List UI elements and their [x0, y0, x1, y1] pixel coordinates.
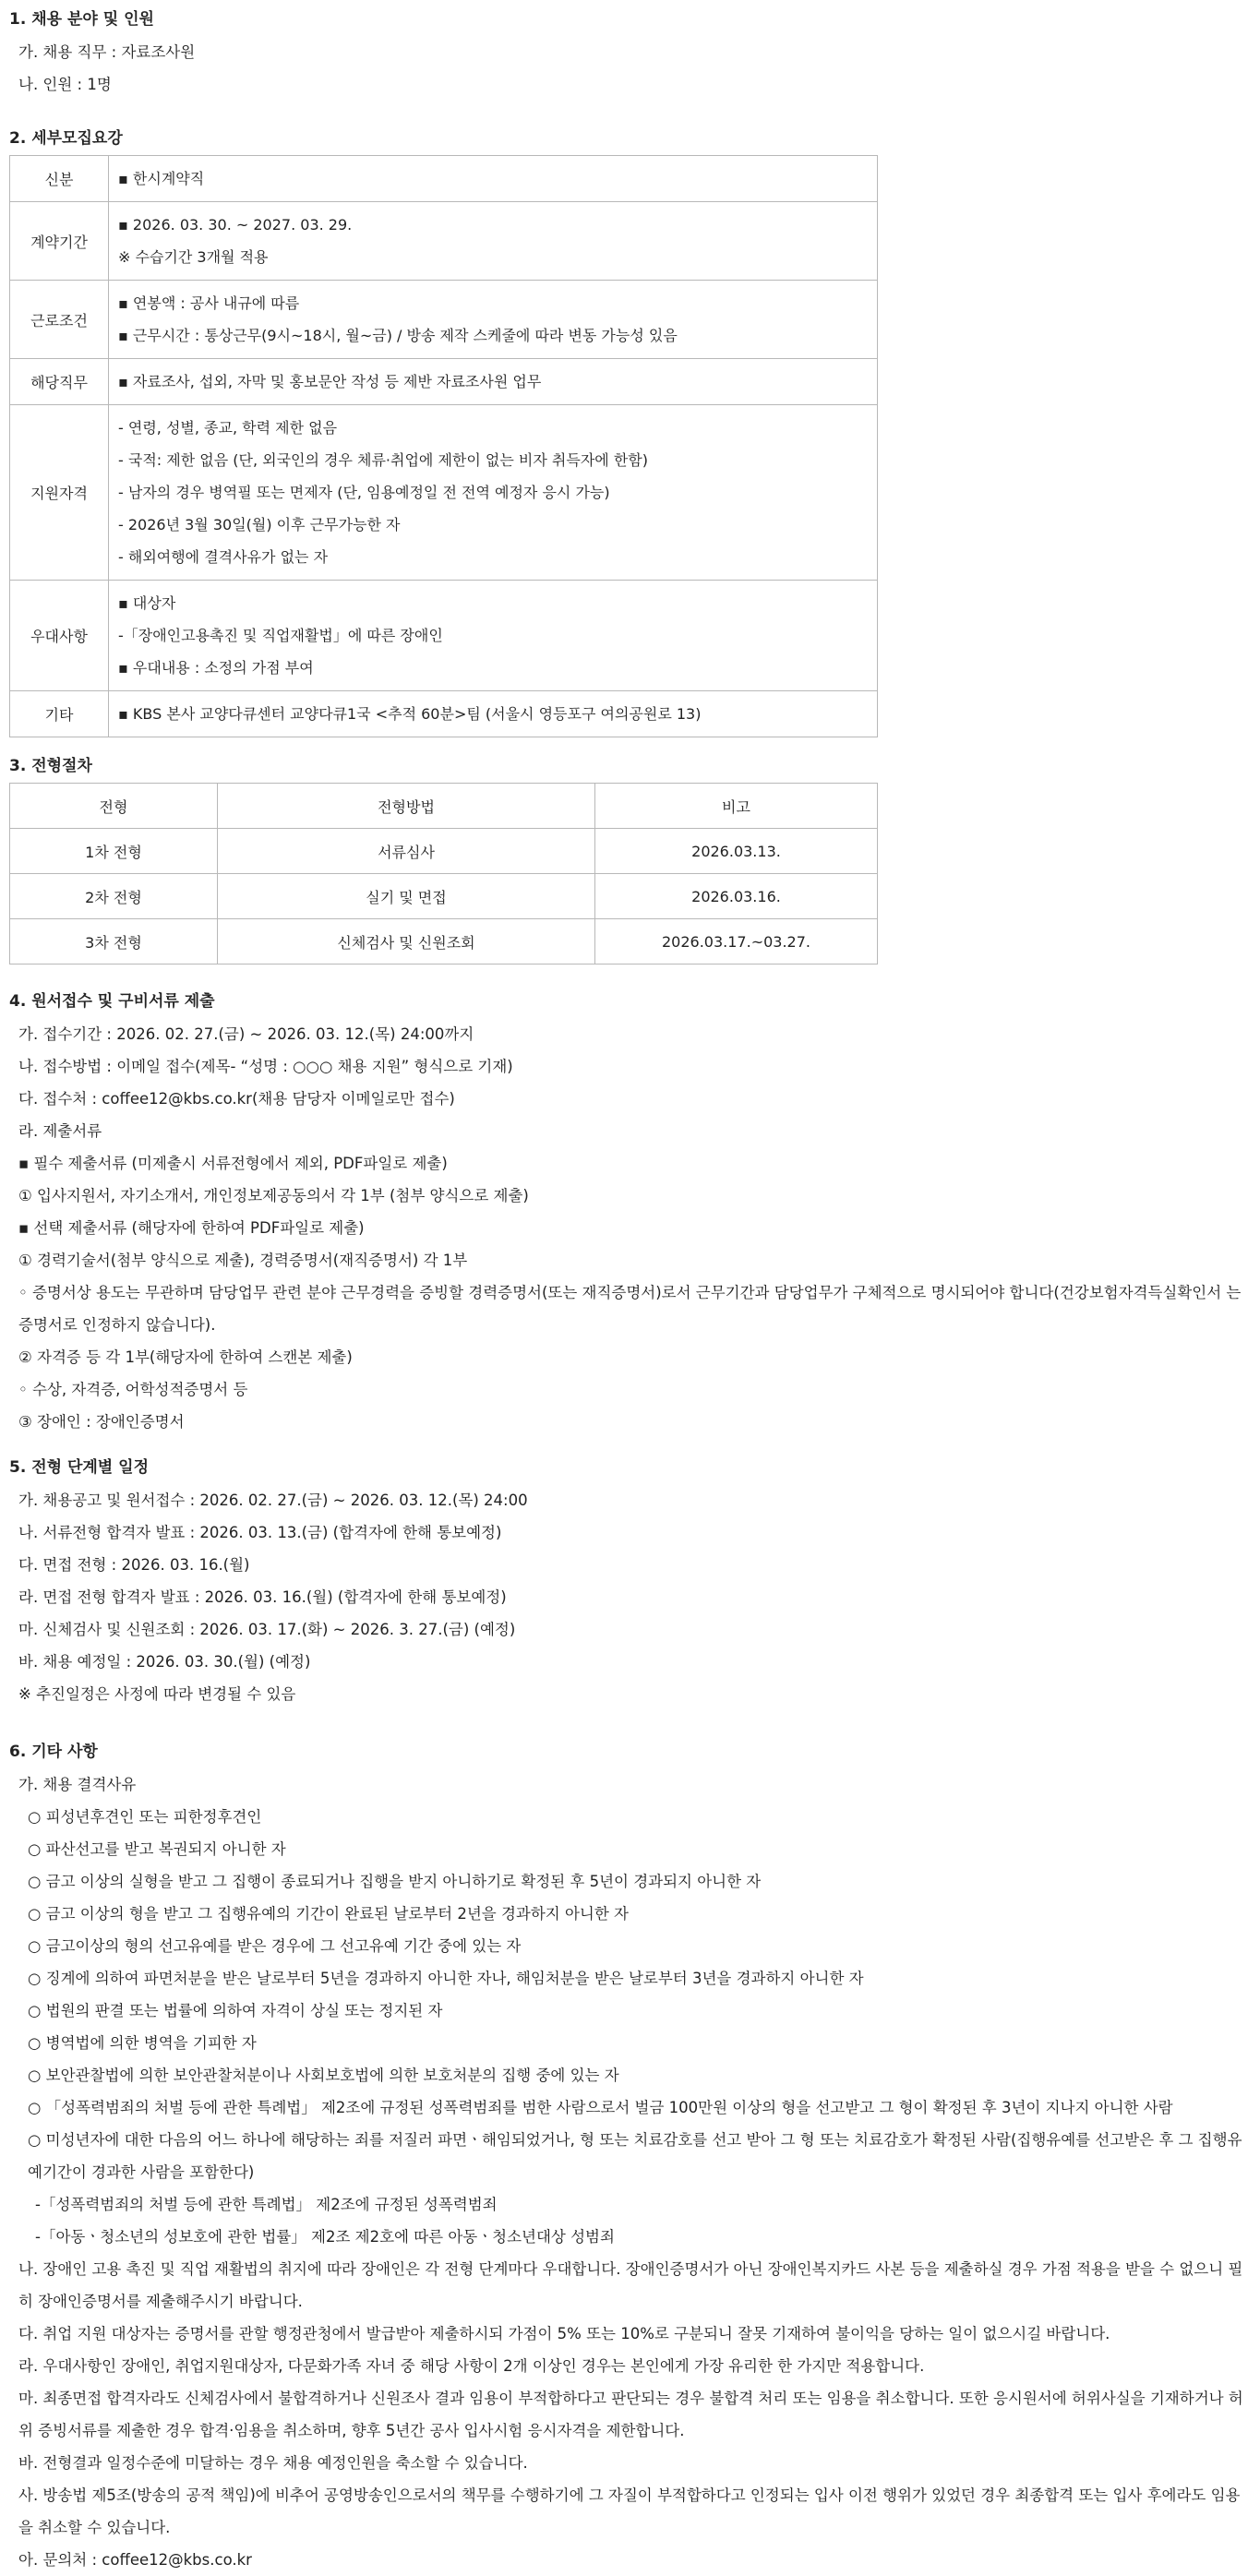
table-cell: 2026.03.13. — [595, 829, 878, 874]
notice-paragraph: 마. 최종면접 합격자라도 신체검사에서 불합격하거나 신원조사 결과 임용이 부적합하다고 판단되는 경우 불합격 처리 또는 임용을 취소합니다. 또한 응시원서에 허위사실을 기재하거나 허위 증빙서류를 제출한 경우 합격·임용을 취소하며, 향후 5년간 공사 입사시험 응시자격을 제한합니다. — [18, 2390, 1243, 2439]
row-line: - 2026년 3월 30일(월) 이후 근무가능한 자 — [118, 516, 401, 533]
section-title: 1. 채용 분야 및 인원 — [9, 10, 154, 29]
contact-email-line: 아. 문의처 : coffee12@kbs.co.kr — [18, 2551, 252, 2569]
row-label: 기타 — [10, 691, 109, 737]
section-title: 2. 세부모집요강 — [9, 129, 123, 148]
disqualification-item: ○ 금고이상의 형의 선고유예를 받은 경우에 그 선고유예 기간 중에 있는 자 — [28, 1937, 522, 1955]
table-cell: 2026.03.16. — [595, 874, 878, 919]
disqualification-subitem: -「성폭력범죄의 처벌 등에 관한 특례법」 제2조에 규정된 성폭력범죄 — [35, 2196, 498, 2213]
table-row — [10, 202, 878, 281]
disqualification-item: ○ 파산선고를 받고 복권되지 아니한 자 — [28, 1840, 286, 1858]
table-cell: 1차 전형 — [10, 829, 218, 874]
optional-docs-note: ◦ 수상, 자격증, 어학성적증명서 등 — [18, 1381, 248, 1398]
optional-docs-label: ▪ 선택 제출서류 (해당자에 한하여 PDF파일로 제출) — [18, 1219, 365, 1237]
section-selection-process — [9, 750, 1251, 965]
schedule-line: 마. 신체검사 및 신원조회 : 2026. 03. 17.(화) ~ 2026. 3. 27.(금) (예정) — [18, 1621, 516, 1638]
notice-paragraph: 나. 장애인 고용 촉진 및 직업 재활법의 취지에 따라 장애인은 각 전형 단계마다 우대합니다. 장애인증명서가 아닌 장애인복지카드 사본 등을 제출하실 경우 가점 적용을 받을 수 없으니 필히 장애인증명서를 제출해주시기 바랍니다. — [18, 2260, 1243, 2310]
disqualification-item: ○ 미성년자에 대한 다음의 어느 하나에 해당하는 죄를 저질러 파면ㆍ해임되었거나, 형 또는 치료감호를 선고 받아 그 형 또는 치료감호가 확정된 사람(집행유예를 선고받은 후 그 집행유예기간이 경과한 사람을 포함한다) — [28, 2131, 1242, 2181]
row-line: ▪ 연봉액 : 공사 내규에 따름 — [118, 294, 300, 312]
row-content — [109, 581, 878, 691]
row-content — [109, 281, 878, 359]
headcount-line: 나. 인원 : 1명 — [18, 76, 112, 93]
row-line: ※ 수습기간 3개월 적용 — [118, 248, 269, 266]
section-application — [9, 986, 1251, 1438]
optional-docs-item: ① 경력기술서(첨부 양식으로 제출), 경력증명서(재직증명서) 각 1부 — [18, 1252, 468, 1269]
application-period: 가. 접수기간 : 2026. 02. 27.(금) ~ 2026. 03. 12.(목) 24:00까지 — [18, 1025, 474, 1043]
schedule-line: 가. 채용공고 및 원서접수 : 2026. 02. 27.(금) ~ 2026. 03. 12.(목) 24:00 — [18, 1492, 528, 1509]
row-label: 지원자격 — [10, 405, 109, 581]
table-row — [10, 405, 878, 581]
section-title: 3. 전형절차 — [9, 757, 92, 775]
section-other — [9, 1736, 1251, 2576]
disqualification-item: ○ 금고 이상의 실형을 받고 그 집행이 종료되거나 집행을 받지 아니하기로 확정된 후 5년이 경과되지 아니한 자 — [28, 1873, 762, 1890]
table-header-row — [10, 784, 878, 829]
row-line: - 국적: 제한 없음 (단, 외국인의 경우 체류·취업에 제한이 없는 비자 취득자에 한함) — [118, 451, 648, 469]
row-content — [109, 359, 878, 405]
row-line: ▪ 자료조사, 섭외, 자막 및 홍보문안 작성 등 제반 자료조사원 업무 — [118, 373, 542, 390]
section-title: 6. 기타 사항 — [9, 1743, 98, 1761]
schedule-line: 라. 면접 전형 합격자 발표 : 2026. 03. 16.(월) (합격자에 한해 통보예정) — [18, 1588, 507, 1606]
table-cell: 3차 전형 — [10, 919, 218, 965]
schedule-note: ※ 추진일정은 사정에 따라 변경될 수 있음 — [18, 1685, 296, 1703]
optional-docs-item: ③ 장애인 : 장애인증명서 — [18, 1413, 185, 1431]
row-line: -「장애인고용촉진 및 직업재활법」에 따른 장애인 — [118, 627, 443, 644]
application-method: 나. 접수방법 : 이메일 접수(제목- “성명 : ○○○ 채용 지원” 형식으로 기재) — [18, 1058, 513, 1075]
row-content — [109, 156, 878, 202]
notice-paragraph: 다. 취업 지원 대상자는 증명서를 관할 행정관청에서 발급받아 제출하시되 가점이 5% 또는 10%로 구분되니 잘못 기재하여 불이익을 당하는 일이 없으시길 바랍니다. — [18, 2325, 1110, 2342]
schedule-line: 바. 채용 예정일 : 2026. 03. 30.(월) (예정) — [18, 1653, 311, 1671]
application-email: 다. 접수처 : coffee12@kbs.co.kr(채용 담당자 이메일로만 접수) — [18, 1090, 455, 1108]
table-row — [10, 281, 878, 359]
section-title: 4. 원서접수 및 구비서류 제출 — [9, 992, 215, 1011]
disqualification-heading: 가. 채용 결격사유 — [18, 1776, 137, 1793]
notice-paragraph: 바. 전형결과 일정수준에 미달하는 경우 채용 예정인원을 축소할 수 있습니다. — [18, 2454, 528, 2472]
row-line: - 해외여행에 결격사유가 없는 자 — [118, 548, 329, 566]
disqualification-item: ○ 병역법에 의한 병역을 기피한 자 — [28, 2034, 257, 2052]
column-header: 전형방법 — [218, 784, 595, 829]
row-line: ▪ 근무시간 : 통상근무(9시~18시, 월~금) / 방송 제작 스케줄에 따라 변동 가능성 있음 — [118, 327, 678, 344]
disqualification-item: ○ 징계에 의하여 파면처분을 받은 날로부터 5년을 경과하지 아니한 자나, 해임처분을 받은 날로부터 3년을 경과하지 아니한 자 — [28, 1970, 864, 1987]
row-line: ▪ KBS 본사 교양다큐센터 교양다큐1국 <추적 60분>팀 (서울시 영등포구 여의공원로 13) — [118, 705, 702, 723]
section-recruitment-field — [9, 4, 1251, 101]
notice-paragraph: 라. 우대사항인 장애인, 취업지원대상자, 다문화가족 자녀 중 해당 사항이 2개 이상인 경우는 본인에게 가장 유리한 한 가지만 적용합니다. — [18, 2357, 925, 2375]
disqualification-item: ○ 보안관찰법에 의한 보안관찰처분이나 사회보호법에 의한 보호처분의 집행 중에 있는 자 — [28, 2067, 619, 2084]
table-row — [10, 156, 878, 202]
table-cell: 실기 및 면접 — [218, 874, 595, 919]
process-table — [9, 783, 878, 965]
section-title: 5. 전형 단계별 일정 — [9, 1458, 149, 1477]
row-content — [109, 405, 878, 581]
row-line: ▪ 대상자 — [118, 594, 176, 612]
table-row — [10, 919, 878, 965]
row-content — [109, 691, 878, 737]
schedule-line: 다. 면접 전형 : 2026. 03. 16.(월) — [18, 1556, 250, 1574]
row-line: ▪ 한시계약직 — [118, 170, 205, 187]
row-label: 계약기간 — [10, 202, 109, 281]
column-header: 전형 — [10, 784, 218, 829]
disqualification-item: ○ 금고 이상의 형을 받고 그 집행유예의 기간이 완료된 날로부터 2년을 경과하지 아니한 자 — [28, 1905, 629, 1923]
disqualification-item: ○ 「성폭력범죄의 처벌 등에 관한 특례법」 제2조에 규정된 성폭력범죄를 범한 사람으로서 벌금 100만원 이상의 형을 선고받고 그 형이 확정된 후 3년이 지나지 아니한 사람 — [28, 2099, 1173, 2116]
table-row — [10, 359, 878, 405]
row-line: - 연령, 성별, 종교, 학력 제한 없음 — [118, 419, 338, 437]
row-content — [109, 202, 878, 281]
table-cell: 2차 전형 — [10, 874, 218, 919]
table-row — [10, 829, 878, 874]
required-docs-item: ① 입사지원서, 자기소개서, 개인정보제공동의서 각 1부 (첨부 양식으로 제출) — [18, 1187, 529, 1204]
job-role-line: 가. 채용 직무 : 자료조사원 — [18, 43, 196, 61]
row-label: 우대사항 — [10, 581, 109, 691]
table-cell: 2026.03.17.~03.27. — [595, 919, 878, 965]
table-cell: 신체검사 및 신원조회 — [218, 919, 595, 965]
section-schedule — [9, 1452, 1251, 1710]
table-row — [10, 874, 878, 919]
disqualification-item: ○ 피성년후견인 또는 피한정후견인 — [28, 1808, 262, 1826]
disqualification-subitem: -「아동ㆍ청소년의 성보호에 관한 법률」 제2조 제2호에 따른 아동ㆍ청소년대상 성범죄 — [35, 2228, 615, 2246]
notice-paragraph: 사. 방송법 제5조(방송의 공적 책임)에 비추어 공영방송인으로서의 책무를 수행하기에 그 자질이 부적합하다고 인정되는 입사 이전 행위가 있었던 경우 최종합격 또는 입사 후에라도 임용을 취소할 수 있습니다. — [18, 2486, 1241, 2536]
schedule-line: 나. 서류전형 합격자 발표 : 2026. 03. 13.(금) (합격자에 한해 통보예정) — [18, 1524, 502, 1541]
table-row — [10, 581, 878, 691]
row-label: 신분 — [10, 156, 109, 202]
requirements-table — [9, 155, 878, 737]
section-requirements — [9, 123, 1251, 737]
table-cell: 서류심사 — [218, 829, 595, 874]
row-line: ▪ 2026. 03. 30. ~ 2027. 03. 29. — [118, 216, 353, 234]
column-header: 비고 — [595, 784, 878, 829]
row-line: - 남자의 경우 병역필 또는 면제자 (단, 임용예정일 전 전역 예정자 응시 가능) — [118, 484, 610, 501]
table-row — [10, 691, 878, 737]
required-docs-label: ▪ 필수 제출서류 (미제출시 서류전형에서 제외, PDF파일로 제출) — [18, 1155, 448, 1172]
optional-docs-note: ◦ 증명서상 용도는 무관하며 담당업무 관련 분야 근무경력을 증빙할 경력증명서(또는 재직증명서)로서 근무기간과 담당업무가 구체적으로 명시되어야 합니다(건강보험자격득실확인서 는 증명서로 인정하지 않습니다). — [18, 1284, 1242, 1334]
row-label: 해당직무 — [10, 359, 109, 405]
optional-docs-item: ② 자격증 등 각 1부(해당자에 한하여 스캔본 제출) — [18, 1348, 353, 1366]
row-line: ▪ 우대내용 : 소정의 가점 부여 — [118, 659, 314, 677]
documents-heading: 라. 제출서류 — [18, 1122, 102, 1140]
row-label: 근로조건 — [10, 281, 109, 359]
disqualification-item: ○ 법원의 판결 또는 법률에 의하여 자격이 상실 또는 정지된 자 — [28, 2002, 443, 2019]
